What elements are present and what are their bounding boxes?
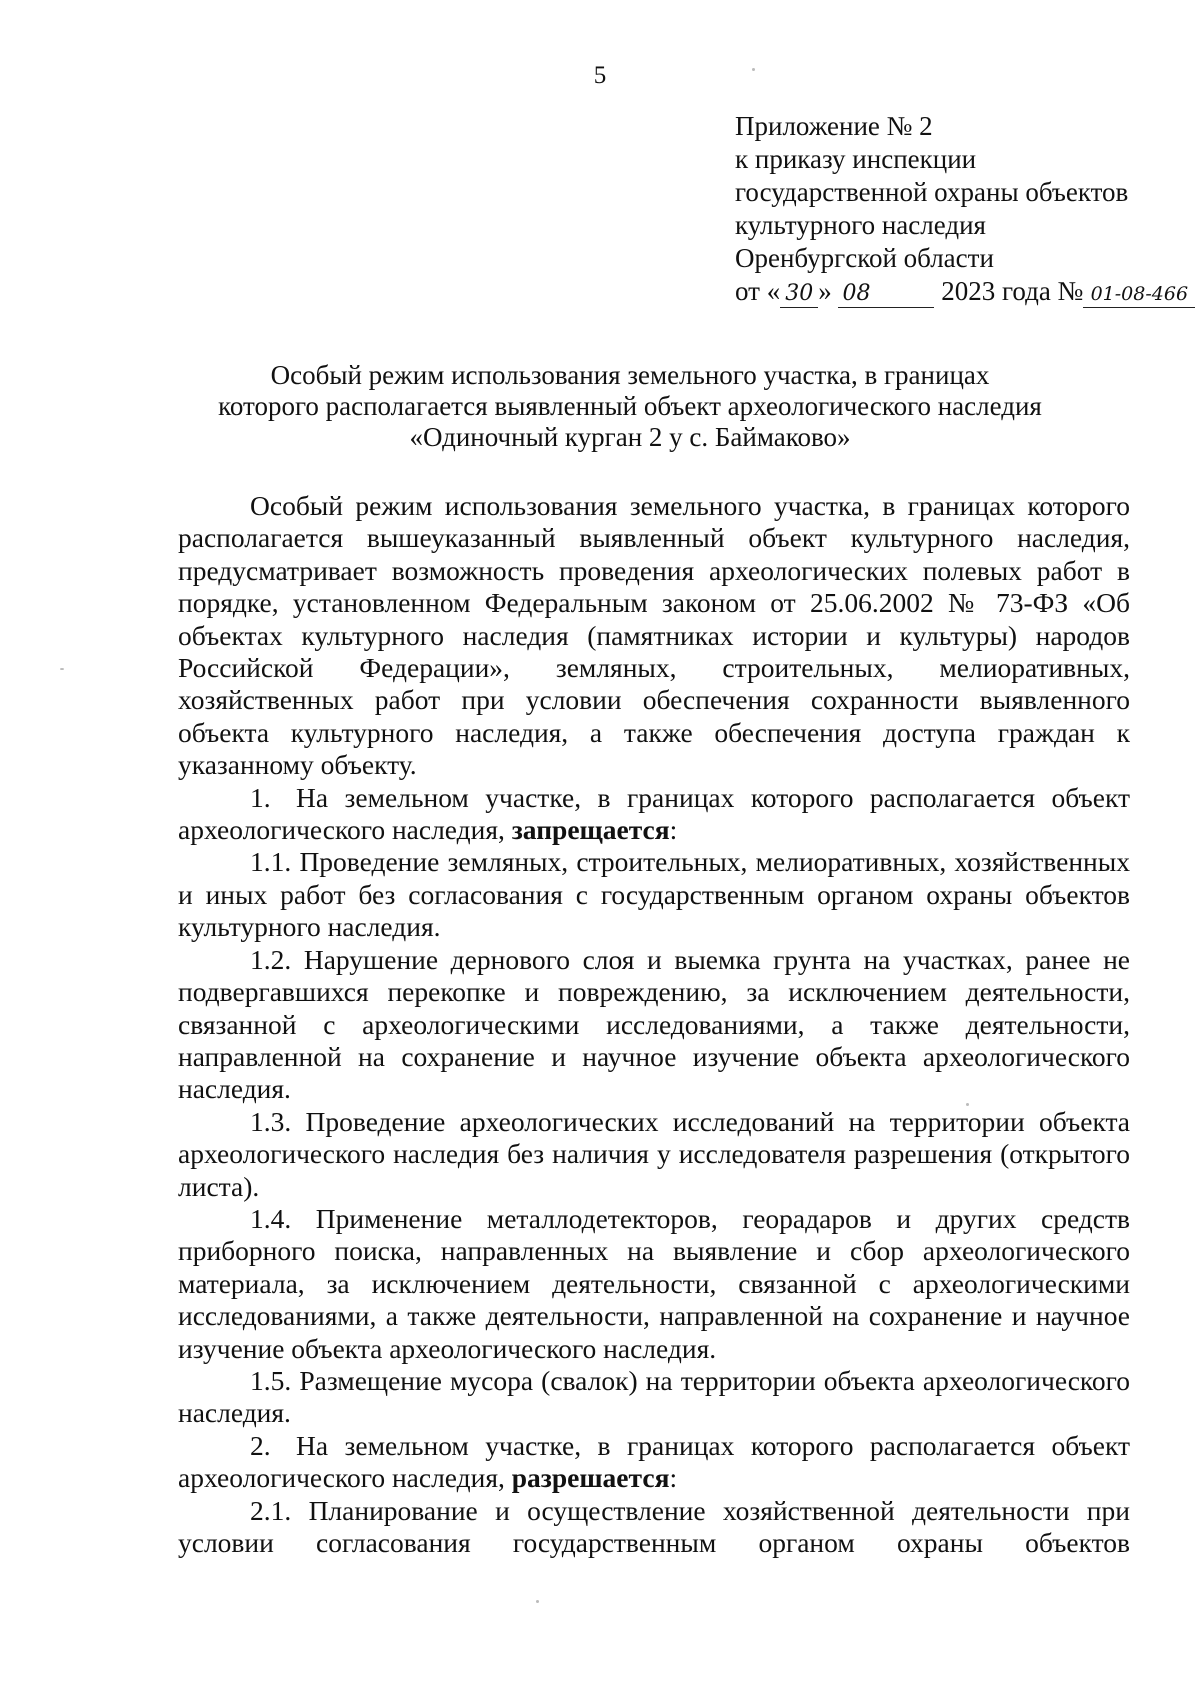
date-month: 08 <box>838 281 934 308</box>
intro-paragraph: Особый режим использования земельного участка, в границах которого располагается вышеуказанный выявленный объект культурного наследия, предусматривает возможность проведения археологических полевых работ в порядке, установленном Федеральным законом от 25.06.2002 № 73-ФЗ «Об объектах культурного наследия (памятниках истории и культуры) народов Российской Федерации», земляных, строительных, мелиоративных, хозяйственных работ при условии обеспечения сохранности выявленного объекта культурного наследия, а также обеспечения доступа граждан к указанному объекту. <box>178 490 1130 781</box>
date-prefix: от « <box>735 276 781 306</box>
section-2-paragraph <box>178 1430 1130 1495</box>
section-1-colon: : <box>669 814 678 846</box>
appendix-line-2: к приказу инспекции <box>735 144 977 174</box>
scan-speck <box>966 1103 969 1106</box>
section-2-text: На земельном участке, в границах которого располагается объект археологического наследия, <box>178 1429 1130 1494</box>
document-title <box>150 360 1110 453</box>
scan-speck <box>536 1600 539 1603</box>
item-1-1: 1.1. Проведение земляных, строительных, мелиоративных, хозяйственных и иных работ без согласования с государственным органом охраны объектов культурного наследия. <box>178 846 1130 943</box>
section-2-bold: разрешается <box>511 1462 670 1494</box>
document-body <box>178 490 1130 1559</box>
appendix-line-3: государственной охраны объектов <box>735 177 1129 207</box>
appendix-date-line <box>735 275 1189 308</box>
appendix-header <box>735 110 1189 308</box>
item-2-1: 2.1. Планирование и осуществление хозяйственной деятельности при условии согласования государственным органом охраны объектов <box>178 1494 1130 1558</box>
title-line-3: «Одиночный курган 2 у с. Баймаково» <box>409 422 851 452</box>
section-2-number: 2. <box>250 1429 271 1461</box>
section-1-bold: запрещается <box>511 814 670 846</box>
appendix-line-5: Оренбургской области <box>735 243 994 273</box>
item-1-5: 1.5. Размещение мусора (свалок) на территории объекта археологического наследия. <box>178 1364 1130 1429</box>
scan-speck <box>60 668 64 670</box>
title-line-1: Особый режим использования земельного участка, в границах <box>270 360 990 390</box>
item-1-2: 1.2. Нарушение дернового слоя и выемка грунта на участках, ранее не подвергавшихся перекопке и повреждению, за исключением деятельности, связанной с археологическими исследованиями, а также деятельности, направленной на сохранение и научное изучение объекта археологического наследия. <box>178 943 1130 1105</box>
scan-speck <box>752 68 755 71</box>
order-number: 01-08-466 <box>1083 281 1195 308</box>
title-line-2: которого располагается выявленный объект археологического наследия <box>218 391 1042 421</box>
date-year: 2023 года № <box>941 276 1084 306</box>
section-1-text: На земельном участке, в границах которого располагается объект археологического наследия, <box>178 781 1130 846</box>
item-1-3: 1.3. Проведение археологических исследований на территории объекта археологического наследия без наличия у исследователя разрешения (открытого листа). <box>178 1105 1130 1202</box>
page-number: 5 <box>593 62 607 89</box>
date-mid: » <box>818 276 832 306</box>
section-1-paragraph <box>178 782 1130 847</box>
date-day: 30 <box>780 281 818 308</box>
section-1-number: 1. <box>250 781 271 813</box>
appendix-line-4: культурного наследия <box>735 210 986 240</box>
section-2-colon: : <box>669 1462 678 1494</box>
appendix-line-1: Приложение № 2 <box>735 111 933 141</box>
item-1-4: 1.4. Применение металлодетекторов, георадаров и других средств приборного поиска, направленных на выявление и сбор археологического материала, за исключением деятельности, связанной с археологическими исследованиями, а также деятельности, направленной на сохранение и научное изучение объекта археологического наследия. <box>178 1202 1130 1364</box>
